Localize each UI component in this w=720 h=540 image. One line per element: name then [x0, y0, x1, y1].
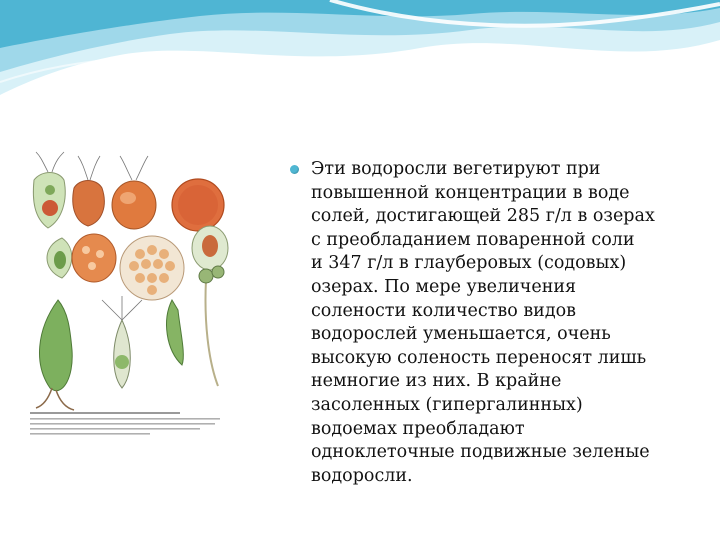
algae-cell	[72, 234, 116, 282]
algae-cell	[102, 296, 142, 388]
algae-cell	[73, 156, 105, 226]
figure-caption	[30, 412, 220, 435]
algae-cell	[47, 238, 72, 278]
algae-stalk	[199, 266, 224, 386]
bullet-item	[290, 158, 695, 488]
algae-filament	[167, 300, 184, 365]
algae-cell	[112, 156, 156, 229]
algae-filament	[36, 300, 74, 410]
algae-colony	[120, 236, 184, 300]
algae-illustration	[22, 150, 242, 440]
algae-cell	[172, 179, 224, 231]
header-wave-decoration	[0, 0, 720, 110]
algae-cell	[33, 152, 65, 228]
algae-cell	[192, 226, 228, 270]
bullet-marker	[290, 165, 299, 174]
bullet-text: Эти водоросли вегетируют при повышенной концентрации в воде солей, достигающей 285 г/л в озерах с преобладанием поваренной соли и 347 г/л в глауберовых (содовых) озерах. По мере увеличения солености количество видов водорослей уменьшается, очень высокую соленость переносят лишь немногие из них. В крайне засоленных (гипергалинных) водоемах преобладают одноклеточные подвижные зеленые водоросли.	[311, 159, 655, 486]
